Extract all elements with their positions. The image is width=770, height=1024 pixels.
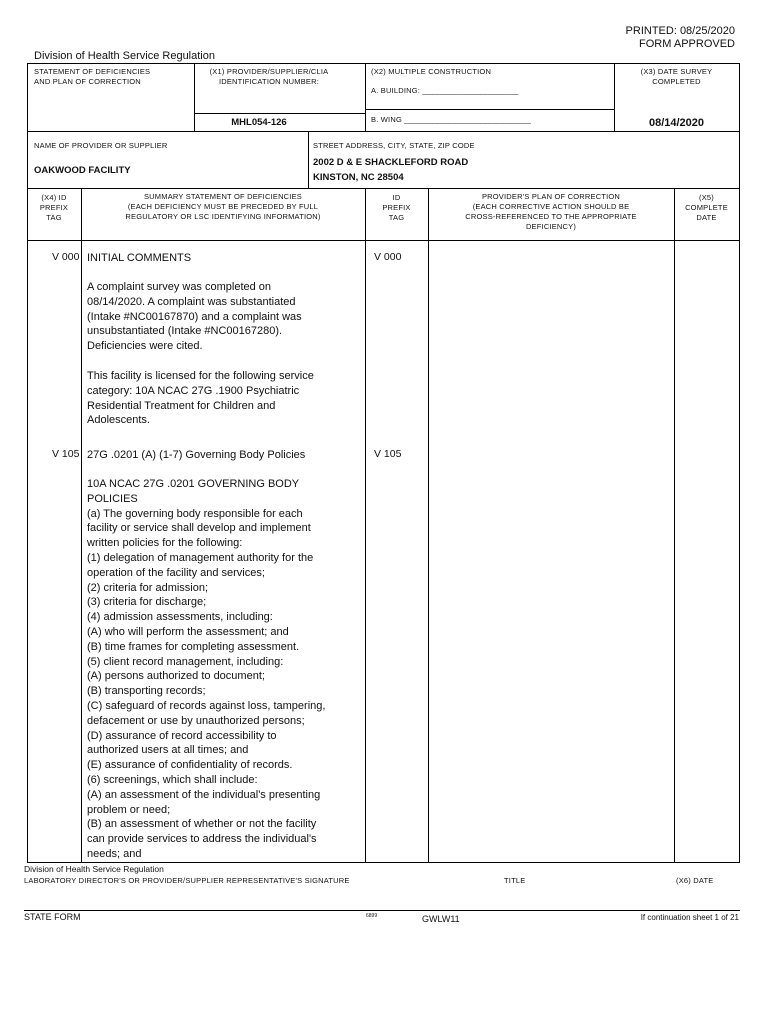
divider <box>81 188 82 862</box>
divider <box>674 188 675 862</box>
bottom-rule <box>27 862 740 863</box>
provider-label: NAME OF PROVIDER OR SUPPLIER <box>34 141 168 150</box>
row-rule-3 <box>27 240 740 241</box>
x6-date-label: (X6) DATE <box>676 876 714 885</box>
divider <box>194 113 365 114</box>
provider-name: OAKWOOD FACILITY <box>34 165 131 176</box>
entry-paragraph: This facility is licensed for the following service category: 10A NCAC 27G .1900 Psychiatric Residential Treatment for Children and Adolescents. <box>87 370 314 427</box>
x5-header: (X5) COMPLETE DATE <box>685 193 728 222</box>
signature-label: LABORATORY DIRECTOR'S OR PROVIDER/SUPPLIER REPRESENTATIVE'S SIGNATURE <box>24 876 350 885</box>
row-rule-2 <box>27 188 740 189</box>
entry-id-tag-v000: V 000 <box>374 251 402 263</box>
address-line-2: KINSTON, NC 28504 <box>313 172 404 183</box>
form-number: 6899 <box>366 913 378 919</box>
address-label: STREET ADDRESS, CITY, STATE, ZIP CODE <box>313 141 475 150</box>
x2-label: (X2) MULTIPLE CONSTRUCTION <box>371 67 492 76</box>
x4-header: (X4) ID PREFIX TAG <box>39 193 69 222</box>
id-prefix-header: ID PREFIX TAG <box>382 193 411 222</box>
left-border <box>27 63 28 862</box>
wing-line: B. WING _____________________________ <box>371 115 532 124</box>
entry-title-v000: INITIAL COMMENTS <box>87 252 192 264</box>
address-line-1: 2002 D & E SHACKLEFORD ROAD <box>313 157 469 168</box>
divider <box>365 109 614 110</box>
entry-id-tag-v105: V 105 <box>374 448 402 460</box>
divider <box>308 131 309 188</box>
entry-paragraph: A complaint survey was completed on 08/14/2020. A complaint was substantiated (Intake #NC00167870) and a complaint was unsubstantiated (Intake #NC00167280). Deficiencies were cited. <box>87 281 302 353</box>
entry-tag-v105: V 105 <box>52 448 80 460</box>
continuation-note: If continuation sheet 1 of 21 <box>640 913 739 922</box>
printed-date: PRINTED: 08/25/2020 <box>625 25 735 37</box>
divider <box>365 63 366 131</box>
footer-division: Division of Health Service Regulation <box>24 864 164 874</box>
plan-header: PROVIDER'S PLAN OF CORRECTION (EACH CORRECTIVE ACTION SHOULD BE CROSS-REFERENCED TO THE APPROPRIATE DEFICIENCY) <box>465 192 637 231</box>
form-approved: FORM APPROVED <box>639 38 735 50</box>
division-title: Division of Health Service Regulation <box>34 50 215 62</box>
summary-header: SUMMARY STATEMENT OF DEFICIENCIES (EACH DEFICIENCY MUST BE PRECEDED BY FULL REGULATORY OR LSC IDENTIFYING INFORMATION) <box>125 192 321 221</box>
x3-label: (X3) DATE SURVEY COMPLETED <box>640 67 713 86</box>
title-label: TITLE <box>504 876 526 885</box>
divider <box>365 188 366 862</box>
survey-date: 08/14/2020 <box>648 117 705 129</box>
event-id: GWLW11 <box>422 914 460 924</box>
state-form-label: STATE FORM <box>24 912 81 922</box>
row-rule-1 <box>27 131 740 132</box>
right-border <box>739 63 740 862</box>
x1-label: (X1) PROVIDER/SUPPLIER/CLIA IDENTIFICATION NUMBER: <box>209 67 329 86</box>
divider <box>428 188 429 862</box>
footer-rule <box>24 910 740 911</box>
building-line: A. BUILDING: ______________________ <box>371 86 519 95</box>
entry-tag-v000: V 000 <box>52 251 80 263</box>
entry-paragraph: 10A NCAC 27G .0201 GOVERNING BODY POLICIES (a) The governing body responsible for each facility or service shall develop and implement written policies for the following: (1) delegation of management authority for the operation of the facility and services; (2) criteria for admission; (3) criteria for discharge; (4) admission assessments, including: (A) who will perform the assessment; and (B) time frames for completing assessment. (5) client record management, including: (A) persons authorized to document; (B) transporting records; (C) safeguard of records against loss, tampering, defacement or use by unauthorized persons; (D) assurance of record accessibility to authorized users at all times; and (E) assurance of confidentiality of records. (6) screenings, which shall include: (A) an assessment of the individual's presenting problem or need; (B) an assessment of whether or not the facility can provide services to address the individual's needs; and <box>87 478 326 860</box>
provider-id: MHL054-126 <box>231 117 287 128</box>
entry-title-v105: 27G .0201 (A) (1-7) Governing Body Policies <box>87 449 306 461</box>
top-rule <box>27 63 740 64</box>
statement-label: STATEMENT OF DEFICIENCIES AND PLAN OF CORRECTION <box>34 67 151 86</box>
